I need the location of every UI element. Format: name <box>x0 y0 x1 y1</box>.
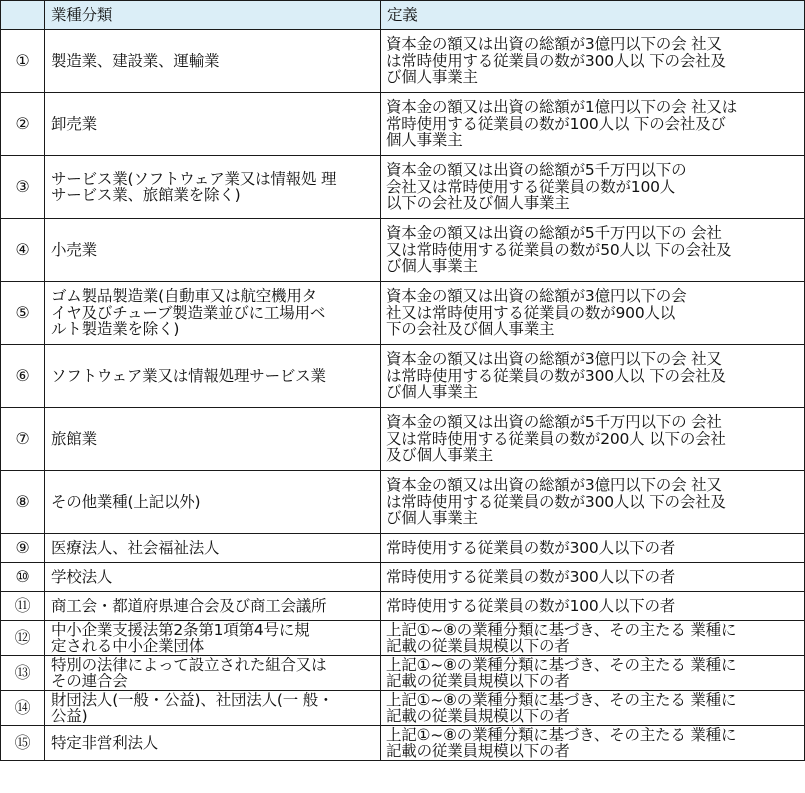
row-definition: 上記①~⑧の業種分類に基づき、その主たる 業種に 記載の従業員規模以下の者 <box>381 691 805 726</box>
row-number: ① <box>1 30 45 93</box>
table-row <box>1 621 805 656</box>
row-number: ⑪ <box>1 592 45 621</box>
row-industry: サービス業(ソフトウェア業又は情報処 理 サービス業、旅館業を除く) <box>45 156 381 219</box>
row-definition: 資本金の額又は出資の総額が3億円以下の会 社又 は常時使用する従業員の数が300人以 下の会社及 び個人事業主 <box>381 345 805 408</box>
row-number: ⑤ <box>1 282 45 345</box>
row-industry: 学校法人 <box>45 563 381 592</box>
table-row <box>1 30 805 93</box>
row-number: ② <box>1 93 45 156</box>
row-number: ⑥ <box>1 345 45 408</box>
header-definition: 定義 <box>381 1 805 30</box>
table-row <box>1 656 805 691</box>
row-definition: 資本金の額又は出資の総額が1億円以下の会 社又は 常時使用する従業員の数が100人以 下の会社及び 個人事業主 <box>381 93 805 156</box>
row-industry: ゴム製品製造業(自動車又は航空機用タ イヤ及びチューブ製造業並びに工場用ベ ルト製造業を除く) <box>45 282 381 345</box>
row-industry: 特定非営利法人 <box>45 726 381 761</box>
row-number: ⑭ <box>1 691 45 726</box>
row-industry: 卸売業 <box>45 93 381 156</box>
row-number: ⑧ <box>1 471 45 534</box>
row-number: ⑨ <box>1 534 45 563</box>
table-row <box>1 408 805 471</box>
row-number: ⑩ <box>1 563 45 592</box>
row-number: ⑦ <box>1 408 45 471</box>
row-industry: ソフトウェア業又は情報処理サービス業 <box>45 345 381 408</box>
table-row <box>1 534 805 563</box>
table-row <box>1 219 805 282</box>
header-industry: 業種分類 <box>45 1 381 30</box>
row-definition: 常時使用する従業員の数が300人以下の者 <box>381 534 805 563</box>
table-row <box>1 282 805 345</box>
table-row <box>1 691 805 726</box>
row-industry: 中小企業支援法第2条第1項第4号に規 定される中小企業団体 <box>45 621 381 656</box>
row-number: ③ <box>1 156 45 219</box>
table-row <box>1 156 805 219</box>
table-row <box>1 471 805 534</box>
table-row <box>1 726 805 761</box>
row-definition: 資本金の額又は出資の総額が5千万円以下の 会社 又は常時使用する従業員の数が50人以 下の会社及 び個人事業主 <box>381 219 805 282</box>
row-number: ⑬ <box>1 656 45 691</box>
row-industry: 小売業 <box>45 219 381 282</box>
row-number: ⑫ <box>1 621 45 656</box>
row-definition: 常時使用する従業員の数が300人以下の者 <box>381 563 805 592</box>
header-number <box>1 1 45 30</box>
row-number: ⑮ <box>1 726 45 761</box>
row-number: ④ <box>1 219 45 282</box>
row-definition: 資本金の額又は出資の総額が5千万円以下の 会社又は常時使用する従業員の数が100人 以下の会社及び個人事業主 <box>381 156 805 219</box>
row-definition: 資本金の額又は出資の総額が3億円以下の会 社又 は常時使用する従業員の数が300人以 下の会社及 び個人事業主 <box>381 471 805 534</box>
row-industry: 医療法人、社会福祉法人 <box>45 534 381 563</box>
row-definition: 資本金の額又は出資の総額が5千万円以下の 会社 又は常時使用する従業員の数が200人 以下の会社 及び個人事業主 <box>381 408 805 471</box>
row-industry: 特別の法律によって設立された組合又は その連合会 <box>45 656 381 691</box>
row-industry: 商工会・都道府県連合会及び商工会議所 <box>45 592 381 621</box>
table-row <box>1 563 805 592</box>
table-row <box>1 345 805 408</box>
row-definition: 常時使用する従業員の数が100人以下の者 <box>381 592 805 621</box>
table-row <box>1 592 805 621</box>
row-definition: 資本金の額又は出資の総額が3億円以下の会 社又は常時使用する従業員の数が900人以 下の会社及び個人事業主 <box>381 282 805 345</box>
row-industry: 旅館業 <box>45 408 381 471</box>
table-row <box>1 93 805 156</box>
row-industry: その他業種(上記以外) <box>45 471 381 534</box>
row-definition: 上記①~⑧の業種分類に基づき、その主たる 業種に 記載の従業員規模以下の者 <box>381 656 805 691</box>
row-industry: 製造業、建設業、運輸業 <box>45 30 381 93</box>
row-definition: 資本金の額又は出資の総額が3億円以下の会 社又 は常時使用する従業員の数が300人以 下の会社及 び個人事業主 <box>381 30 805 93</box>
table-header-row <box>1 1 805 30</box>
row-industry: 財団法人(一般・公益)、社団法人(一 般・ 公益) <box>45 691 381 726</box>
row-definition: 上記①~⑧の業種分類に基づき、その主たる 業種に 記載の従業員規模以下の者 <box>381 726 805 761</box>
row-definition: 上記①~⑧の業種分類に基づき、その主たる 業種に 記載の従業員規模以下の者 <box>381 621 805 656</box>
